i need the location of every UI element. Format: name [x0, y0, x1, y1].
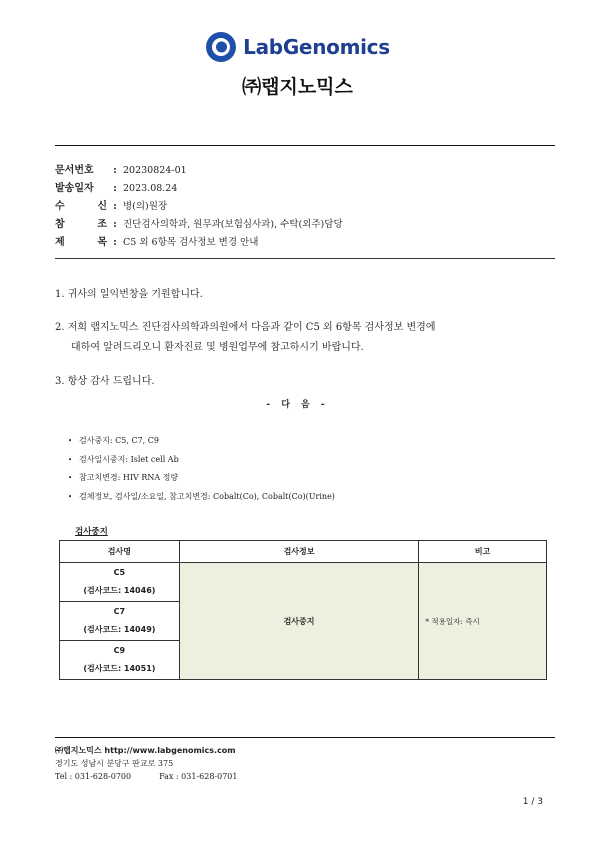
- meta-label: 제 목: [55, 237, 107, 248]
- paragraph-3: 3. 항상 감사 드립니다.: [55, 376, 155, 387]
- footer-company-url: ㈜랩지노믹스 http://www.labgenomics.com: [55, 746, 236, 755]
- bullet-icon: •: [68, 492, 73, 501]
- test-name-cell: C9 (검사코드: 14051): [60, 641, 180, 680]
- paragraph-2-line-1: 2. 저희 랩지노믹스 진단검사의학과의원에서 다음과 같이 C5 외 6항목 검사정보 변경에: [55, 322, 436, 333]
- table-row: [60, 563, 547, 602]
- logo-text: LabGenomics: [243, 35, 390, 59]
- meta-label: 수 신: [55, 201, 107, 212]
- test-name-cell: C5 (검사코드: 14046): [60, 563, 180, 602]
- meta-label: 발송일자: [55, 183, 94, 194]
- footer-fax: Fax : 031-628-0701: [159, 772, 238, 781]
- note-cell: * 적용일자: 즉시: [419, 563, 547, 680]
- top-divider: [55, 145, 555, 146]
- column-header: 검사정보: [179, 541, 418, 563]
- meta-label: 참 조: [55, 219, 107, 230]
- meta-row-doc-number: 문서번호 : 20230824-01: [55, 162, 545, 180]
- table-title: 검사중지: [75, 527, 108, 537]
- section-title: - 다 음 -: [266, 400, 329, 410]
- meta-row-recipient: 수 신 : 병(의)원장: [55, 198, 545, 216]
- meta-value: 20230824-01: [123, 165, 187, 176]
- test-name-cell: C7 (검사코드: 14049): [60, 602, 180, 641]
- footer-address: 경기도 성남시 분당구 판교로 375: [55, 759, 174, 768]
- list-item: • 검사일시중지: Islet cell Ab: [68, 451, 548, 470]
- page-number: 1 / 3: [522, 797, 543, 807]
- labgenomics-logo-icon: [205, 31, 237, 63]
- paragraph-2-line-2: 대하여 알려드리오니 환자진료 및 병원업무에 참고하시기 바랍니다.: [71, 342, 364, 353]
- list-item: • 참고치변경: HIV RNA 정량: [68, 469, 548, 488]
- footer-contact: [55, 770, 545, 783]
- list-item: • 검체정보, 검사일/소요일, 참고치변경: Cobalt(Co), Cobalt(Co)(Urine): [68, 488, 548, 507]
- column-header: 검사명: [60, 541, 180, 563]
- bullet-icon: •: [68, 455, 73, 464]
- meta-row-reference: 참 조 : 진단검사의학과, 원무과(보험심사과), 수탁(외주)담당: [55, 216, 545, 234]
- footer: [55, 744, 545, 783]
- meta-value: C5 외 6항목 검사정보 변경 안내: [123, 237, 259, 248]
- company-name: ㈜랩지노믹스: [242, 76, 353, 98]
- test-info-cell: 검사중지: [179, 563, 418, 680]
- footer-tel: Tel : 031-628-0700: [55, 772, 132, 781]
- company-logo: [0, 30, 595, 64]
- paragraph-2: [55, 318, 545, 358]
- column-header: 비고: [419, 541, 547, 563]
- meta-row-send-date: 발송일자 : 2023.08.24: [55, 180, 545, 198]
- meta-value: 진단검사의학과, 원무과(보험심사과), 수탁(외주)담당: [123, 219, 343, 230]
- meta-value: 2023.08.24: [123, 183, 178, 194]
- meta-divider: [55, 258, 555, 259]
- suspended-tests-table: [59, 540, 547, 680]
- meta-value: 병(의)원장: [123, 201, 168, 212]
- meta-label: 문서번호: [55, 165, 94, 176]
- list-item: • 검사중지: C5, C7, C9: [68, 432, 548, 451]
- bullet-icon: •: [68, 437, 73, 445]
- document-meta: [55, 162, 545, 252]
- table-header-row: [60, 541, 547, 563]
- bullet-list: [68, 432, 548, 506]
- bullet-icon: •: [68, 474, 73, 482]
- footer-divider: [55, 737, 555, 738]
- meta-row-subject: 제 목 : C5 외 6항목 검사정보 변경 안내: [55, 234, 545, 252]
- paragraph-1: 1. 귀사의 일익번창을 기원합니다.: [55, 289, 203, 300]
